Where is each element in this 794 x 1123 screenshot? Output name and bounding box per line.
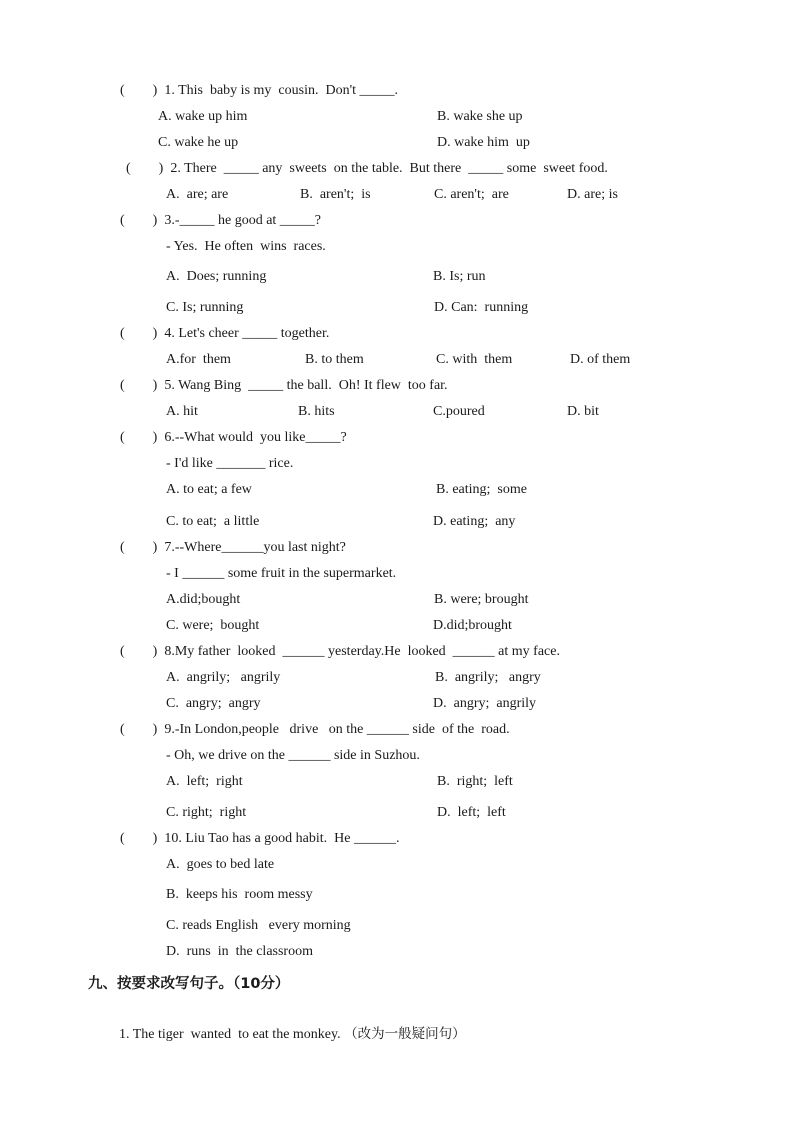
- question-8-option-b: B. angrily; angry: [435, 670, 541, 685]
- question-9-option-c: C. right; right: [166, 805, 247, 820]
- question-6-option-c: C. to eat; a little: [166, 514, 260, 529]
- question-3-option-b: B. Is; run: [433, 269, 486, 284]
- question-7-option-d: D.did;brought: [433, 618, 512, 633]
- question-6-stem: ( ) 6.--What would you like_____?: [120, 430, 347, 445]
- rewrite-item-1: [112, 1007, 466, 1044]
- question-1-option-d: D. wake him up: [437, 135, 530, 150]
- question-8-stem: ( ) 8.My father looked ______ yesterday.He looked ______ at my face.: [120, 644, 560, 659]
- question-7-option-c: C. were; bought: [166, 618, 260, 633]
- question-4-stem: ( ) 4. Let's cheer _____ together.: [120, 326, 330, 341]
- question-2-option-b: B. aren't; is: [300, 187, 371, 202]
- question-9-response: - Oh, we drive on the ______ side in Suzhou.: [166, 748, 420, 763]
- question-9-stem: ( ) 9.-In London,people drive on the ______ side of the road.: [120, 722, 510, 737]
- question-1-option-b: B. wake she up: [437, 109, 523, 124]
- question-4-option-a: A.for them: [166, 352, 231, 367]
- question-4-option-c: C. with them: [436, 352, 513, 367]
- question-7-option-b: B. were; brought: [434, 592, 529, 607]
- question-10-option-c: C. reads English every morning: [166, 918, 351, 933]
- rewrite-item-1-instruction: （改为一般疑问句）: [344, 1026, 466, 1042]
- question-6-response: - I'd like _______ rice.: [166, 456, 294, 471]
- question-3-response: - Yes. He often wins races.: [166, 239, 326, 254]
- question-1-option-a: A. wake up him: [158, 109, 248, 124]
- question-5-option-d: D. bit: [567, 404, 599, 419]
- question-10-option-a: A. goes to bed late: [166, 857, 275, 872]
- question-8-option-c: C. angry; angry: [166, 696, 261, 711]
- question-2-option-c: C. aren't; are: [434, 187, 509, 202]
- question-7-stem: ( ) 7.--Where______you last night?: [120, 540, 346, 555]
- question-8-option-d: D. angry; angrily: [433, 696, 537, 711]
- question-3-option-c: C. Is; running: [166, 300, 244, 315]
- question-5-stem: ( ) 5. Wang Bing _____ the ball. Oh! It flew too far.: [120, 378, 448, 393]
- rewrite-item-1-sentence: 1. The tiger wanted to eat the monkey.: [119, 1027, 341, 1042]
- question-9-option-b: B. right; left: [437, 774, 513, 789]
- question-2-option-a: A. are; are: [166, 187, 229, 202]
- question-6-option-b: B. eating; some: [436, 482, 527, 497]
- question-4-option-d: D. of them: [570, 352, 631, 367]
- question-10-option-b: B. keeps his room messy: [166, 887, 313, 902]
- question-6-option-d: D. eating; any: [433, 514, 516, 529]
- question-2-option-d: D. are; is: [567, 187, 618, 202]
- question-5-option-c: C.poured: [433, 404, 485, 419]
- question-3-option-a: A. Does; running: [166, 269, 267, 284]
- question-1-stem: ( ) 1. This baby is my cousin. Don't _____.: [120, 83, 398, 98]
- question-4-option-b: B. to them: [305, 352, 364, 367]
- question-3-stem: ( ) 3.-_____ he good at _____?: [120, 213, 322, 228]
- question-5-option-a: A. hit: [166, 404, 198, 419]
- question-8-option-a: A. angrily; angrily: [166, 670, 281, 685]
- question-6-option-a: A. to eat; a few: [166, 482, 252, 497]
- question-7-response: - I ______ some fruit in the supermarket.: [166, 566, 397, 581]
- question-7-option-a: A.did;bought: [166, 592, 241, 607]
- section-heading: 九、按要求改写句子。（10分）: [88, 976, 290, 992]
- question-9-option-d: D. left; left: [437, 805, 506, 820]
- question-1-option-c: C. wake he up: [158, 135, 239, 150]
- question-5-option-b: B. hits: [298, 404, 335, 419]
- question-2-stem: ( ) 2. There _____ any sweets on the table. But there _____ some sweet food.: [126, 161, 608, 176]
- question-10-option-d: D. runs in the classroom: [166, 944, 313, 959]
- question-9-option-a: A. left; right: [166, 774, 243, 789]
- question-3-option-d: D. Can: running: [434, 300, 529, 315]
- question-10-stem: ( ) 10. Liu Tao has a good habit. He ______.: [120, 831, 400, 846]
